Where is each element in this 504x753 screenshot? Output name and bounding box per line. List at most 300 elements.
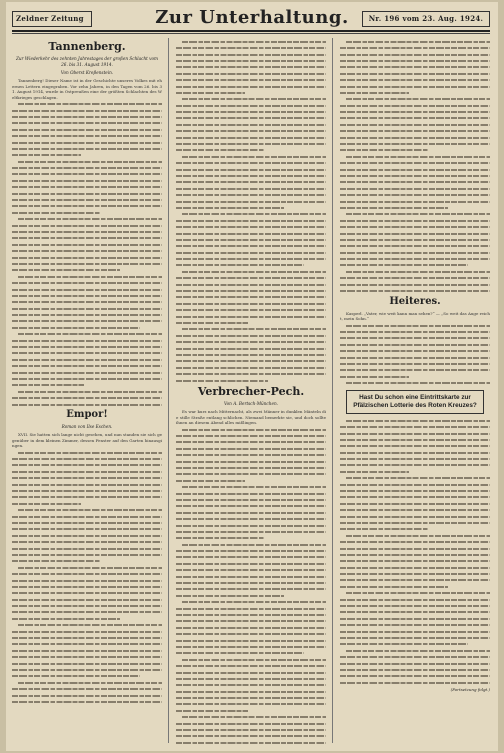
text-line (340, 558, 490, 564)
text-line (340, 374, 409, 380)
text-line (12, 654, 162, 660)
column-divider (168, 38, 169, 743)
text-line (176, 224, 326, 230)
text-line (176, 650, 304, 656)
text-line (346, 475, 490, 481)
text-line (12, 693, 162, 699)
text-line (176, 554, 326, 560)
text-line (176, 618, 326, 624)
text-line (340, 122, 490, 128)
text-line (340, 507, 490, 513)
text-line (340, 275, 490, 281)
text-line (340, 622, 490, 628)
header-rule (12, 33, 490, 34)
text-line (176, 586, 326, 592)
text-line (12, 235, 162, 241)
text-line (340, 256, 490, 262)
text-line (182, 96, 326, 102)
text-line (12, 514, 162, 520)
text-line (176, 663, 326, 669)
text-line (18, 331, 162, 337)
text-line (340, 128, 490, 134)
text-line (340, 641, 468, 647)
text-line (176, 288, 326, 294)
text-line (176, 84, 326, 90)
text-line (340, 526, 429, 532)
text-line (340, 661, 490, 667)
text-body (340, 418, 490, 686)
text-line (346, 269, 490, 275)
text-line (340, 84, 490, 90)
text-line (340, 597, 490, 603)
text-line (176, 199, 326, 205)
text-line (340, 431, 490, 437)
text-line (12, 133, 162, 139)
text-body (176, 39, 326, 383)
text-line (176, 695, 326, 701)
text-line (346, 211, 490, 217)
text-line (12, 552, 162, 558)
text-line (12, 350, 162, 356)
text-line (176, 77, 326, 83)
text-line (340, 571, 490, 577)
text-line (12, 197, 162, 203)
text-line (340, 667, 490, 673)
text-line (340, 218, 490, 224)
text-line (176, 275, 326, 281)
text-line (176, 606, 326, 612)
text-line (18, 216, 162, 222)
text-line (340, 494, 490, 500)
text-line (12, 146, 162, 152)
text-line (176, 365, 326, 371)
text-line (182, 542, 326, 548)
text-line (176, 567, 326, 573)
text-line (340, 103, 490, 109)
text-line (176, 205, 284, 211)
text-line (340, 577, 490, 583)
text-line (12, 699, 162, 705)
text-line (340, 282, 490, 288)
article-title: Empor! (66, 409, 108, 421)
text-line (12, 325, 140, 331)
text-line (176, 320, 248, 326)
text-line (340, 629, 490, 635)
text-line (182, 427, 326, 433)
text-line (340, 231, 490, 237)
text-line (176, 122, 326, 128)
text-line (176, 510, 326, 516)
text-line (340, 147, 429, 153)
text-line (176, 676, 326, 682)
text-line (340, 546, 490, 552)
text-line (12, 584, 162, 590)
text-line (340, 173, 490, 179)
text-line (340, 609, 490, 615)
text-line (12, 539, 162, 545)
text-line (12, 641, 162, 647)
text-line (176, 548, 326, 554)
text-line (12, 469, 162, 475)
text-line (176, 371, 326, 377)
text-line (176, 160, 326, 166)
text-line (176, 446, 326, 452)
text-line (18, 565, 162, 571)
article-text: Tannenberg! Dieser Name ist in der Geschichte unseres Volkes mit ehernen Lettern eingegraben. Vor zehn Jahren, in den Tagen vom 26. bis 31. August 1914, wurde in Ostpreußen eine der größten Schlachten des Weltkrieges geschlagen. (12, 78, 162, 100)
text-line (340, 456, 490, 462)
text-line (12, 120, 162, 126)
text-line (176, 701, 326, 707)
text-line (12, 203, 162, 209)
text-line (18, 159, 162, 165)
text-line (12, 462, 162, 468)
text-line (12, 344, 162, 350)
text-line (340, 488, 490, 494)
text-line (340, 462, 490, 468)
text-line (12, 363, 162, 369)
continued-note: (Fortsetzung folgt.) (450, 687, 490, 693)
text-line (340, 329, 490, 335)
text-line (340, 288, 490, 294)
text-line (12, 248, 162, 254)
text-line (182, 39, 326, 45)
text-line (12, 402, 162, 408)
text-line (340, 90, 409, 96)
text-line (340, 584, 448, 590)
text-body (12, 101, 162, 407)
text-line (18, 450, 162, 456)
text-line (176, 529, 326, 535)
text-line (340, 186, 490, 192)
text-line (18, 507, 162, 513)
text-line (176, 314, 326, 320)
text-line (340, 348, 490, 354)
text-line (340, 250, 490, 256)
text-line (176, 45, 326, 51)
text-line (12, 338, 162, 344)
text-line (176, 535, 265, 541)
text-line (176, 231, 326, 237)
section-title: Zur Unterhaltung. (155, 7, 349, 28)
text-line (340, 361, 490, 367)
text-line (12, 661, 162, 667)
text-line (176, 727, 326, 733)
text-line (182, 326, 326, 332)
text-line (340, 673, 490, 679)
text-body (176, 427, 326, 745)
text-line (12, 603, 162, 609)
text-line (340, 77, 490, 83)
text-line (176, 167, 326, 173)
text-line (176, 282, 326, 288)
text-line (176, 243, 326, 249)
text-line (176, 256, 326, 262)
text-line (340, 141, 490, 147)
text-line (340, 45, 490, 51)
article-title: Tannenberg. (48, 40, 126, 53)
text-line (176, 192, 326, 198)
text-line (176, 740, 326, 745)
text-line (346, 533, 490, 539)
lottery-notice: Hast Du schon eine Eintrittskarte zur Pfälzischen Lotterie des Roten Kreuzes? (346, 390, 484, 414)
text-line (176, 64, 326, 70)
text-line (176, 631, 326, 637)
text-line (12, 533, 162, 539)
text-line (12, 191, 162, 197)
article-title: Heiteres. (389, 295, 441, 307)
text-line (346, 418, 490, 424)
article-subtitle: Roman von Ilse Eschen. (61, 424, 113, 430)
text-line (12, 488, 162, 494)
text-line (340, 64, 490, 70)
text-line (12, 558, 101, 564)
text-line (12, 127, 162, 133)
text-line (12, 501, 81, 507)
text-line (340, 367, 490, 373)
text-line (12, 520, 162, 526)
text-line (12, 456, 162, 462)
text-line (182, 714, 326, 720)
text-line (12, 267, 120, 273)
text-line (176, 465, 326, 471)
text-line (176, 218, 326, 224)
text-line (176, 670, 326, 676)
text-line (340, 237, 490, 243)
text-line (340, 565, 490, 571)
text-line (176, 186, 326, 192)
text-line (340, 450, 490, 456)
text-line (176, 497, 326, 503)
text-line (12, 667, 162, 673)
text-line (176, 237, 326, 243)
text-line (176, 682, 326, 688)
text-line (12, 165, 162, 171)
text-line (12, 140, 162, 146)
text-line (340, 616, 490, 622)
text-line (176, 294, 326, 300)
text-line (12, 229, 162, 235)
text-line (12, 312, 162, 318)
text-line (176, 561, 326, 567)
text-line (12, 318, 162, 324)
text-line (12, 395, 162, 401)
text-body (340, 323, 490, 386)
column-1 (12, 38, 162, 745)
text-line (12, 475, 162, 481)
text-line (340, 205, 448, 211)
column-2 (176, 38, 326, 745)
text-line (176, 612, 326, 618)
text-line (176, 516, 326, 522)
text-line (340, 539, 490, 545)
text-line (12, 108, 162, 114)
text-line (176, 141, 326, 147)
text-line (176, 173, 326, 179)
text-line (176, 378, 268, 384)
text-line (12, 526, 162, 532)
text-line (176, 433, 326, 439)
text-line (340, 135, 490, 141)
text-line (176, 574, 326, 580)
text-line (340, 167, 490, 173)
text-line (176, 708, 248, 714)
text-line (176, 58, 326, 64)
text-line (12, 293, 162, 299)
text-line (346, 380, 490, 386)
text-line (176, 301, 326, 307)
text-body (340, 39, 490, 294)
article-subtitle: Von A. Bertsch-München. (224, 401, 278, 407)
text-line (340, 192, 490, 198)
text-line (340, 262, 468, 268)
article-text: XVII. Sie hatten sich lange nicht gesehen, und nun standen sie sich gegenüber in dem kleinen Zimmer, dessen Fenster auf den Garten hinausgingen. (12, 432, 162, 449)
text-line (346, 323, 490, 329)
text-line (12, 635, 162, 641)
text-line (346, 96, 490, 102)
text-line (340, 179, 490, 185)
text-line (12, 590, 162, 596)
text-line (176, 109, 326, 115)
text-line (12, 287, 162, 293)
text-line (176, 90, 245, 96)
text-line (176, 179, 326, 185)
text-line (340, 335, 490, 341)
text-line (176, 503, 326, 509)
column-3 (340, 38, 490, 745)
text-line (340, 469, 409, 475)
text-line (176, 459, 326, 465)
text-line (176, 307, 326, 313)
text-line (12, 578, 162, 584)
text-line (176, 638, 326, 644)
text-line (176, 135, 326, 141)
text-line (346, 648, 490, 654)
text-line (12, 616, 120, 622)
text-line (340, 654, 490, 660)
page-header (12, 8, 490, 32)
text-line (12, 673, 140, 679)
text-line (340, 342, 490, 348)
text-line (176, 262, 304, 268)
article-text: Kasperl. „Vater, wie weit kann man sehen?“ — „So weit das Auge reicht, mein Sohn.“ (340, 310, 490, 322)
text-line (12, 571, 162, 577)
text-line (176, 250, 326, 256)
text-line (340, 514, 490, 520)
text-line (340, 71, 490, 77)
newspaper-name: Zeldner Zeitung (12, 11, 92, 27)
text-line (340, 501, 490, 507)
text-line (12, 152, 81, 158)
text-line (12, 376, 162, 382)
text-line (176, 733, 326, 739)
text-line (346, 39, 490, 45)
text-line (12, 482, 162, 488)
text-line (340, 160, 490, 166)
text-line (12, 184, 162, 190)
article-title: Verbrecher-Pech. (197, 385, 305, 399)
text-line (176, 689, 326, 695)
text-line (182, 484, 326, 490)
text-line (346, 154, 490, 160)
text-line (12, 609, 162, 615)
text-line (18, 274, 162, 280)
newspaper-page (6, 2, 498, 751)
text-line (176, 593, 284, 599)
text-line (176, 115, 326, 121)
text-line (176, 523, 326, 529)
text-line (176, 358, 326, 364)
text-line (340, 355, 490, 361)
text-line (12, 597, 162, 603)
text-line (176, 333, 326, 339)
text-line (176, 580, 326, 586)
text-line (12, 280, 162, 286)
text-line (18, 622, 162, 628)
text-line (12, 546, 162, 552)
text-line (176, 52, 326, 58)
text-line (12, 299, 162, 305)
text-line (182, 211, 326, 217)
text-line (12, 178, 162, 184)
article-text: Es war kurz nach Mitternacht, als zwei Männer in dunklen Mänteln die stille Straße entlang schlichen. Niemand bemerkte sie, und doch sollte ihnen an diesem Abend alles mißlingen. (176, 409, 326, 426)
text-line (340, 115, 490, 121)
text-line (346, 590, 490, 596)
text-line (340, 635, 490, 641)
text-line (182, 657, 326, 663)
text-line (176, 147, 265, 153)
text-line (182, 269, 326, 275)
text-line (12, 255, 162, 261)
column-divider (332, 38, 333, 743)
text-line (12, 370, 162, 376)
text-line (176, 71, 326, 77)
text-line (18, 389, 162, 395)
text-line (12, 494, 162, 500)
text-line (182, 599, 326, 605)
text-line (340, 552, 490, 558)
text-line (340, 243, 490, 249)
text-line (340, 424, 490, 430)
text-line (340, 680, 490, 686)
text-line (176, 346, 326, 352)
text-line (340, 109, 490, 115)
issue-number: Nr. 196 vom 23. Aug. 1924. (362, 11, 490, 27)
text-line (176, 491, 326, 497)
text-line (176, 452, 326, 458)
text-line (176, 352, 326, 358)
text-line (12, 648, 162, 654)
text-line (176, 721, 326, 727)
article-byline: Von Oberst Kreßenstein. (60, 70, 114, 75)
text-line (176, 128, 326, 134)
text-line (12, 171, 162, 177)
text-line (18, 101, 162, 107)
text-line (340, 58, 490, 64)
text-line (12, 629, 162, 635)
text-line (176, 339, 326, 345)
text-line (340, 437, 490, 443)
text-line (176, 471, 326, 477)
text-line (182, 154, 326, 160)
text-line (176, 644, 326, 650)
text-line (12, 261, 162, 267)
text-line (12, 357, 162, 363)
text-line (340, 199, 490, 205)
text-line (340, 520, 490, 526)
text-line (12, 242, 162, 248)
text-line (176, 103, 326, 109)
text-line (176, 478, 245, 484)
